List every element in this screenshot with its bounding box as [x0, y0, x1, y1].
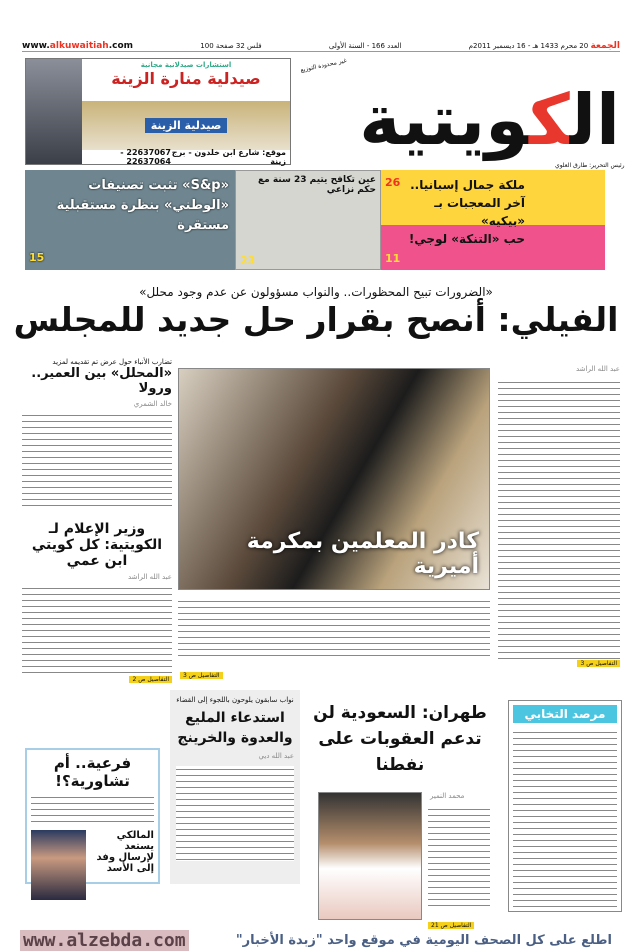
editor-in-chief: رئيس التحرير: طارق العلوي: [555, 162, 625, 169]
issue: العدد 166 - السنة الأولى: [328, 41, 402, 50]
banner-text: اطلع على كل الصحف اليومية في موقع واحد "زبدة الأخبار": [235, 932, 612, 948]
maliki-photo: [31, 830, 86, 900]
observer-box: [508, 700, 622, 912]
photo-caption: كادر المعلمين بمكرمة أميرية: [246, 529, 479, 579]
gray-kicker: نواب سابقون يلوحون باللجوء إلى القضاء: [176, 696, 294, 704]
top-bar: [22, 40, 620, 52]
day: الجمعة: [590, 40, 620, 51]
box1-title[interactable]: فرعية.. أم تشاورية؟!: [53, 754, 132, 790]
article-text: [178, 598, 490, 656]
shop-image: [82, 101, 290, 150]
gray-byline: عبد الله ديي: [258, 752, 294, 760]
banner-url[interactable]: www.alzebda.com: [20, 930, 189, 951]
maliki-teaser[interactable]: المالكي يستعد لإرسال وفد إلى الأسد: [96, 830, 154, 874]
price: 100 فلس 32 صفحة: [200, 41, 262, 50]
alzebda-banner[interactable]: [0, 928, 632, 952]
left-column: [22, 358, 172, 683]
date: 20 محرم 1433 هـ - 16 ديسمبر 2011م: [468, 41, 589, 50]
teaser-strip: [25, 170, 605, 270]
ad-phones: 22637067 - 22637064: [120, 148, 171, 166]
gray-story: [170, 690, 300, 884]
tehran-photo: [318, 792, 422, 920]
article-text: [31, 794, 154, 824]
teaser-orphan[interactable]: عين تكافح يتيم 23 سنة مع حكم نزاعي 23: [235, 170, 381, 270]
newspaper-logo: الكويتية: [359, 79, 620, 161]
article-text: [428, 806, 490, 908]
article-text: [176, 766, 294, 861]
more-link[interactable]: التفاصيل ص 2: [129, 676, 172, 683]
tehran-byline: محمد النمير: [430, 792, 465, 800]
url-brand: alkuwaitiah: [49, 40, 109, 51]
teaser-spain[interactable]: ملكة جمال إسبانيا.. آخر المعجبات بـ «بيكيه» حب «التنكة» لوجي! 26 11: [381, 170, 605, 270]
ad-tagline: استشارات صيدلانية مجانية: [140, 61, 232, 69]
observer-title[interactable]: مرصد التخابي: [513, 705, 617, 723]
page-number: 23: [240, 254, 256, 267]
left-title-2[interactable]: وزير الإعلام لـ الكويتية: كل كويتي ابن عمي: [31, 521, 163, 569]
lead-kicker: «الضرورات تبيح المحظورات.. والنواب مسؤولون عن عدم وجود محلل»: [139, 285, 493, 299]
pharmacy-ad[interactable]: [25, 58, 291, 165]
shop-sign: صيدلية الزينة: [145, 118, 228, 133]
lead-photo: [178, 368, 490, 590]
page-number: 26: [385, 176, 401, 189]
page-number: 11: [385, 252, 401, 265]
more-link[interactable]: التفاصيل ص 3: [180, 672, 223, 679]
teaser-sp[interactable]: «S&p» تثبت تصنيفات «الوطني» بنظرة مستقبلية مستقرة 15: [25, 170, 235, 270]
gray-title[interactable]: استدعاء المليع والعدوة والخرينج: [177, 710, 293, 746]
left-kicker: تضارب الأنباء حول عرض تم تقديمه لمزيد: [52, 358, 172, 366]
site-url[interactable]: www.alkuwaitiah.com: [22, 40, 134, 51]
tehran-headline[interactable]: طهران: السعودية لن تدعم العقوبات على نفطنا: [313, 703, 487, 775]
left-byline: خالد الشمري: [133, 400, 172, 408]
more-link[interactable]: التفاصيل ص 3: [577, 660, 620, 667]
lead-headline[interactable]: الفيلي: أنصح بقرار حل جديد للمجلس: [13, 300, 619, 339]
lead-byline: عبد الله الراشد: [576, 365, 620, 373]
article-text: [513, 729, 617, 909]
article-text: [22, 585, 172, 675]
article-text: [22, 412, 172, 507]
ad-name: صيدلية منارة الزينة: [111, 69, 261, 88]
left-byline-2: عبد الله الراشد: [128, 573, 172, 581]
left-title[interactable]: «المحلل» بين العمير.. ورولا: [31, 366, 172, 396]
tower-image: [26, 59, 82, 164]
more-link[interactable]: التفاصيل ص 21: [428, 922, 474, 929]
page-number: 15: [29, 251, 45, 264]
ad-address: موقع: شارع ابن خلدون - برج زينة: [171, 148, 286, 166]
masthead-tagline: غير محدودة التوزيع: [299, 57, 348, 74]
article-text: [498, 379, 620, 659]
right-column: [498, 365, 620, 667]
box-subsidiary: [25, 748, 160, 884]
